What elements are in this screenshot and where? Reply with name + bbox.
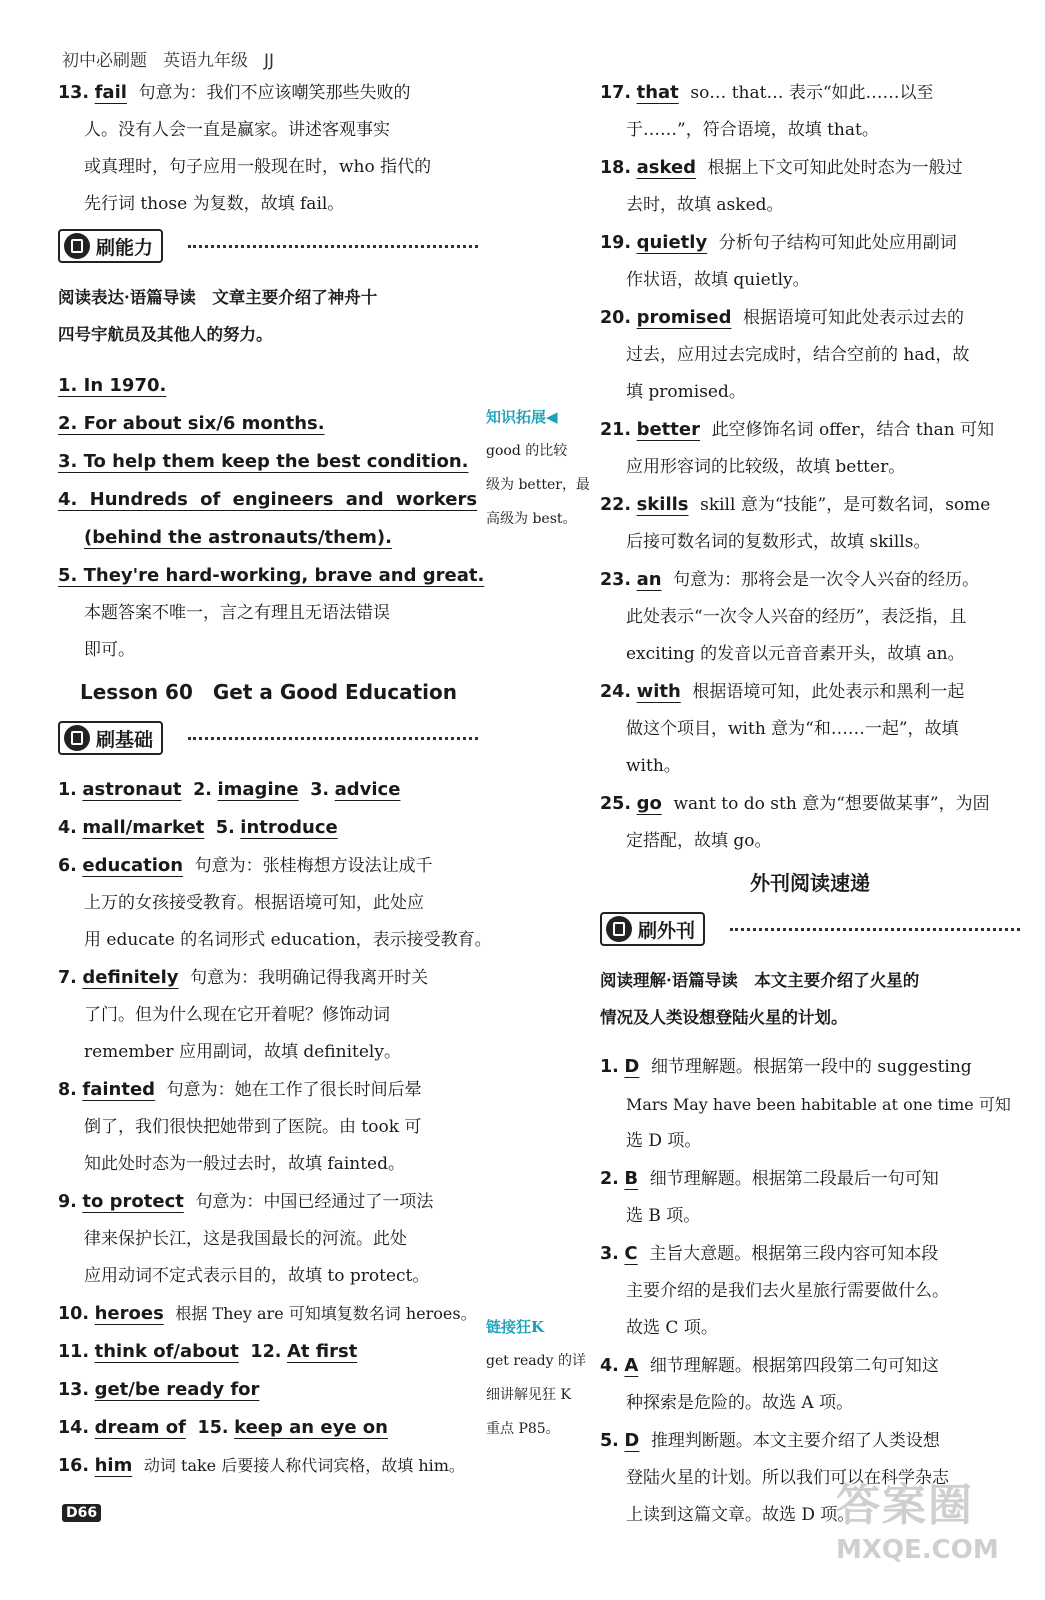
answer-22: 22. skills skill 意为“技能”，是可数名词，some [600, 494, 991, 515]
section-label: 刷外刊 [638, 919, 696, 942]
answer-21: 21. better 此空修饰名词 offer，结合 than 可知 [600, 419, 995, 440]
answers-14-15: 14. dream of 15. keep an eye on [58, 1417, 388, 1438]
answer-10: 10. heroes 根据 They are 可知填复数名词 heroes。 [58, 1303, 477, 1324]
answers-11-12: 11. think of/about 12. At first [58, 1341, 358, 1362]
mc-answer-1: 1. D 细节理解题。根据第一段中的 suggesting [600, 1056, 972, 1077]
lesson-title: Lesson 60 Get a Good Education [80, 680, 457, 704]
answer-text: fail [94, 82, 127, 103]
book-icon [64, 725, 90, 751]
side-note-link: 链接狂K get ready 的详 细讲解见狂 K 重点 P85。 [486, 1318, 586, 1437]
reading-answer-5: 5. They're hard-working, brave and great. [58, 565, 485, 586]
answer-9: 9. to protect 句意为：中国已经通过了一项法 [58, 1191, 434, 1212]
section-title: 外刊阅读速递 [750, 871, 870, 895]
reading-answer-3: 3. To help them keep the best condition. [58, 451, 469, 472]
answer-24: 24. with 根据语境可知，此处表示和黑利一起 [600, 681, 965, 702]
running-header [62, 46, 290, 71]
subject-label: 英语九年级 [163, 51, 248, 71]
answer-19: 19. quietly 分析句子结构可知此处应用副词 [600, 232, 957, 253]
right-column: 17. that so… that… 表示“如此……以至 于……”，符合语境，故填 that。 18. asked 根据上下文可知此处时态为一般过 去时，故填 asked。 19. quietly 分析句子结构可知此处应用副词 作状语，故填 quietly。 20. promised 根据语境可知此处表示过去的 过去，应用过去完成时，结合空前的 had，故 填 promised。 21. better 此空修饰名词 offer，结合 than 可知 应用形容词的比较级，故填 better。 22. skills skill 意为“技能”，是可数名词，some 后接可数名词的复数形式，故填 skills。 23. an 句意为：那将会是一次令人兴奋的经历。 此处表示“一次令人兴奋的经历”，表泛指，且 exciting 的发音以元音音素开头，故填 an。 24. with 根据语境可知，此处表示和黑利一起 做这个项目，with 意为“和……一起”，故填 with。 25. go want to do sth 意为“想要做某事”，为固 定搭配，故填 go。 外刊阅读速递 刷外刊 阅读理解·语篇导读 本文主要介绍了火星的 情况及人类设想登陆火星的计划。 1. D 细节理解题。根据第一段中的 suggesting Mars May have been habitable at one time 可知 选 D 项。 2. B 细节理解题。根据第二段最后一句可知 选 B 项。 3. C 主旨大意题。根据第三段内容可知本段 主要介绍的是我们去火星旅行需要做什么。 故选 C 项。 4. A 细节理解题。根据第四段第二句可知这 种探索是危险的。故选 A 项。 5. D 推理判断题。本文主要介绍了人类设想 登陆火星的计划。所以我们可以在科学杂志 上读到这篇文章。故选 D 项。 [600, 74, 1020, 1534]
answer-13b: 13. get/be ready for [58, 1379, 260, 1400]
answers-1-3: 1. astronaut 2. imagine 3. advice [58, 779, 401, 800]
dotted-divider [188, 737, 478, 740]
section-label: 刷基础 [96, 728, 154, 751]
mc-answer-4: 4. A 细节理解题。根据第四段第二句可知这 [600, 1355, 939, 1376]
reading-answer-1: 1. In 1970. [58, 375, 167, 396]
answer-23: 23. an 句意为：那将会是一次令人兴奋的经历。 [600, 569, 980, 590]
answer-25: 25. go want to do sth 意为“想要做某事”，为固 [600, 793, 990, 814]
page-number: D66 [62, 1504, 101, 1522]
left-column: 13. fail 句意为：我们不应该嘲笑那些失败的 人。没有人会一直是赢家。讲述客观事实 或真理时，句子应用一般现在时，who 指代的 先行词 those 为复数，故填 fail。 刷能力 阅读表达·语篇导读 文章主要介绍了神舟十 四号宇航员及其他人的努力。 1. In 1970. 2. For about six/6 months. 3. To help them keep the best condition. 4. Hundreds of engineers and workers (behind the astronauts/them). 5. They're hard-working, brave and great. 本题答案不唯一，言之有理且无语法错误 即可。 Lesson 60 Get a Good Education 刷基础 1. astronaut 2. imagine 3. advice 4. mall/market 5. introduce 6. education 句意为：张桂梅想方设法让成千 上万的女孩接受教育。根据语境可知，此处应 用 educate 的名词形式 education，表示接受教育。 7. definitely 句意为：我明确记得我离开时关 了门。但为什么现在它开着呢？修饰动词 remember 应用副词，故填 definitely。 8. fainted 句意为：她在工作了很长时间后晕 倒了，我们很快把她带到了医院。由 took 可 知此处时态为一般过去时，故填 fainted。 9. to protect 句意为：中国已经通过了一项法 律来保护长江，这是我国最长的河流。此处 应用动词不定式表示目的，故填 to protect。 10. heroes 根据 They are 可知填复数名词 heroes。 11. think of/about 12. At first 13. get/be ready for 14. dream of 15. keep an eye on 16. him 动词 take 后要接人称代词宾格，故填 him。 [58, 74, 478, 1485]
dotted-divider [730, 928, 1020, 931]
answer-13: 13. fail 句意为：我们不应该嘲笑那些失败的 [58, 82, 411, 103]
book-icon [64, 233, 90, 259]
reading-answer-4: 4. Hundreds of engineers and workers [58, 489, 478, 510]
answer-note: 本题答案不唯一，言之有理且无语法错误 [84, 603, 390, 623]
answer-8: 8. fainted 句意为：她在工作了很长时间后晕 [58, 1079, 422, 1100]
reading-intro: 阅读理解·语篇导读 本文主要介绍了火星的 [600, 971, 920, 990]
mc-answer-5: 5. D 推理判断题。本文主要介绍了人类设想 [600, 1430, 940, 1451]
mc-answer-3: 3. C 主旨大意题。根据第三段内容可知本段 [600, 1243, 939, 1264]
answer-17: 17. that so… that… 表示“如此……以至 [600, 82, 934, 103]
side-note-knowledge: 知识拓展◀ good 的比较 级为 better，最 高级为 best。 [486, 408, 590, 527]
watermark-logo: 答案圈 MXQE.COM [836, 1480, 999, 1565]
section-label: 刷能力 [96, 236, 154, 259]
answer-20: 20. promised 根据语境可知此处表示过去的 [600, 307, 965, 328]
dotted-divider [188, 245, 478, 248]
section-foreign [600, 912, 1020, 952]
answer-6: 6. education 句意为：张桂梅想方设法让成千 [58, 855, 433, 876]
mc-answer-2: 2. B 细节理解题。根据第二段最后一句可知 [600, 1168, 939, 1189]
section-ability [58, 229, 478, 269]
reading-answer-2: 2. For about six/6 months. [58, 413, 325, 434]
book-icon [606, 916, 632, 942]
edition-label: JJ [264, 51, 275, 71]
answer-7: 7. definitely 句意为：我明确记得我离开时关 [58, 967, 429, 988]
section-basic [58, 721, 478, 761]
answer-18: 18. asked 根据上下文可知此处时态为一般过 [600, 157, 963, 178]
book-title: 初中必刷题 [62, 51, 147, 71]
answers-4-5: 4. mall/market 5. introduce [58, 817, 338, 838]
reading-intro: 阅读表达·语篇导读 文章主要介绍了神舟十 [58, 288, 378, 307]
answer-16: 16. him 动词 take 后要接人称代词宾格，故填 him。 [58, 1455, 465, 1476]
